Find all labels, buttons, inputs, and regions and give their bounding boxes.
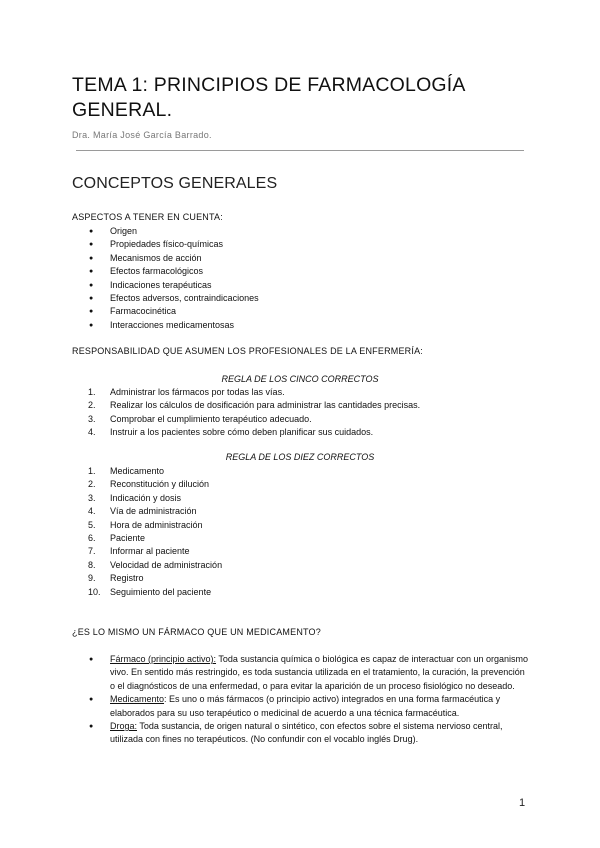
list-item: 3. Comprobar el cumplimiento terapéutico adecuado. (88, 413, 312, 424)
list-item: ● Propiedades físico-químicas (72, 238, 259, 251)
list-item: ● Indicaciones terapéuticas (72, 279, 259, 292)
list-item: 6. Paciente (88, 532, 146, 543)
list-item: 2. Realizar los cálculos de dosificación para administrar las cantidades precisas. (88, 400, 421, 411)
cinco-correctos-list (72, 386, 532, 440)
definition-farmaco: ● Fármaco (principio activo): Toda sustancia química o biológica es capaz de interactuar con un organismo vivo. En sentido más restringido, es toda sustancia utilizada en el tratamiento, la curación, la prevención o el diagnósticos de una enfermedad, o para evitar la aparición de un proceso fisiológico no deseado. (72, 653, 532, 693)
list-item: ● Efectos adversos, contraindicaciones (72, 292, 259, 305)
cinco-correctos-title: REGLA DE LOS CINCO CORRECTOS (221, 374, 379, 384)
list-item: 10. Seguimiento del paciente (88, 586, 212, 597)
term: Droga: (110, 721, 138, 732)
list-item: 4. Instruir a los pacientes sobre cómo deben planificar sus cuidados. (88, 427, 374, 438)
author-line: Dra. María José García Barrado. (72, 130, 212, 140)
list-item: ● Origen (72, 225, 259, 238)
list-item: 8. Velocidad de administración (88, 559, 223, 570)
aspectos-list (72, 225, 259, 332)
definitions-list (72, 653, 532, 747)
list-item: 9. Registro (88, 573, 144, 584)
aspectos-label: ASPECTOS A TENER EN CUENTA: (72, 212, 223, 222)
list-item: 7. Informar al paciente (88, 546, 190, 557)
section-heading: CONCEPTOS GENERALES (72, 175, 278, 192)
list-item: 1. Medicamento (88, 466, 165, 476)
list-item: 1. Administrar los fármacos por todas las vías. (88, 387, 285, 397)
list-item: ● Efectos farmacológicos (72, 265, 259, 278)
list-item: 2. Reconstitución y dilución (88, 479, 210, 490)
horizontal-divider (76, 150, 524, 151)
pregunta-label: ¿ES LO MISMO UN FÁRMACO QUE UN MEDICAMENTO? (72, 627, 321, 637)
responsabilidad-label: RESPONSABILIDAD QUE ASUMEN LOS PROFESIONALES DE LA ENFERMERÍA: (72, 346, 423, 356)
list-item: ● Interacciones medicamentosas (72, 319, 259, 332)
list-item: ● Farmacocinética (72, 305, 259, 318)
page-number: 1 (519, 797, 526, 809)
term: Medicamento (110, 694, 165, 705)
list-item: 3. Indicación y dosis (88, 492, 182, 503)
list-item: 4. Vía de administración (88, 506, 197, 517)
page-title: TEMA 1: PRINCIPIOS DE FARMACOLOGÍA GENERAL. (72, 74, 465, 121)
term: Fármaco (principio activo): (110, 654, 217, 664)
definition-droga: ● Droga: Toda sustancia, de origen natural o sintético, con efectos sobre el sistema nervioso central, utilizada con fines no terapéuticos. (No confundir con el vocablo inglés Drug). (72, 720, 532, 747)
list-item: 5. Hora de administración (88, 519, 203, 530)
list-item: ● Mecanismos de acción (72, 252, 259, 265)
diez-correctos-list (72, 465, 532, 599)
definition-medicamento: ● Medicamento: Es uno o más fármacos (o principio activo) integrados en una forma farmacéutica y elaborados para su uso terapéutico o medicinal de acuerdo a una técnica farmacéutica. (72, 693, 532, 720)
diez-correctos-title: REGLA DE LOS DIEZ CORRECTOS (225, 452, 375, 462)
